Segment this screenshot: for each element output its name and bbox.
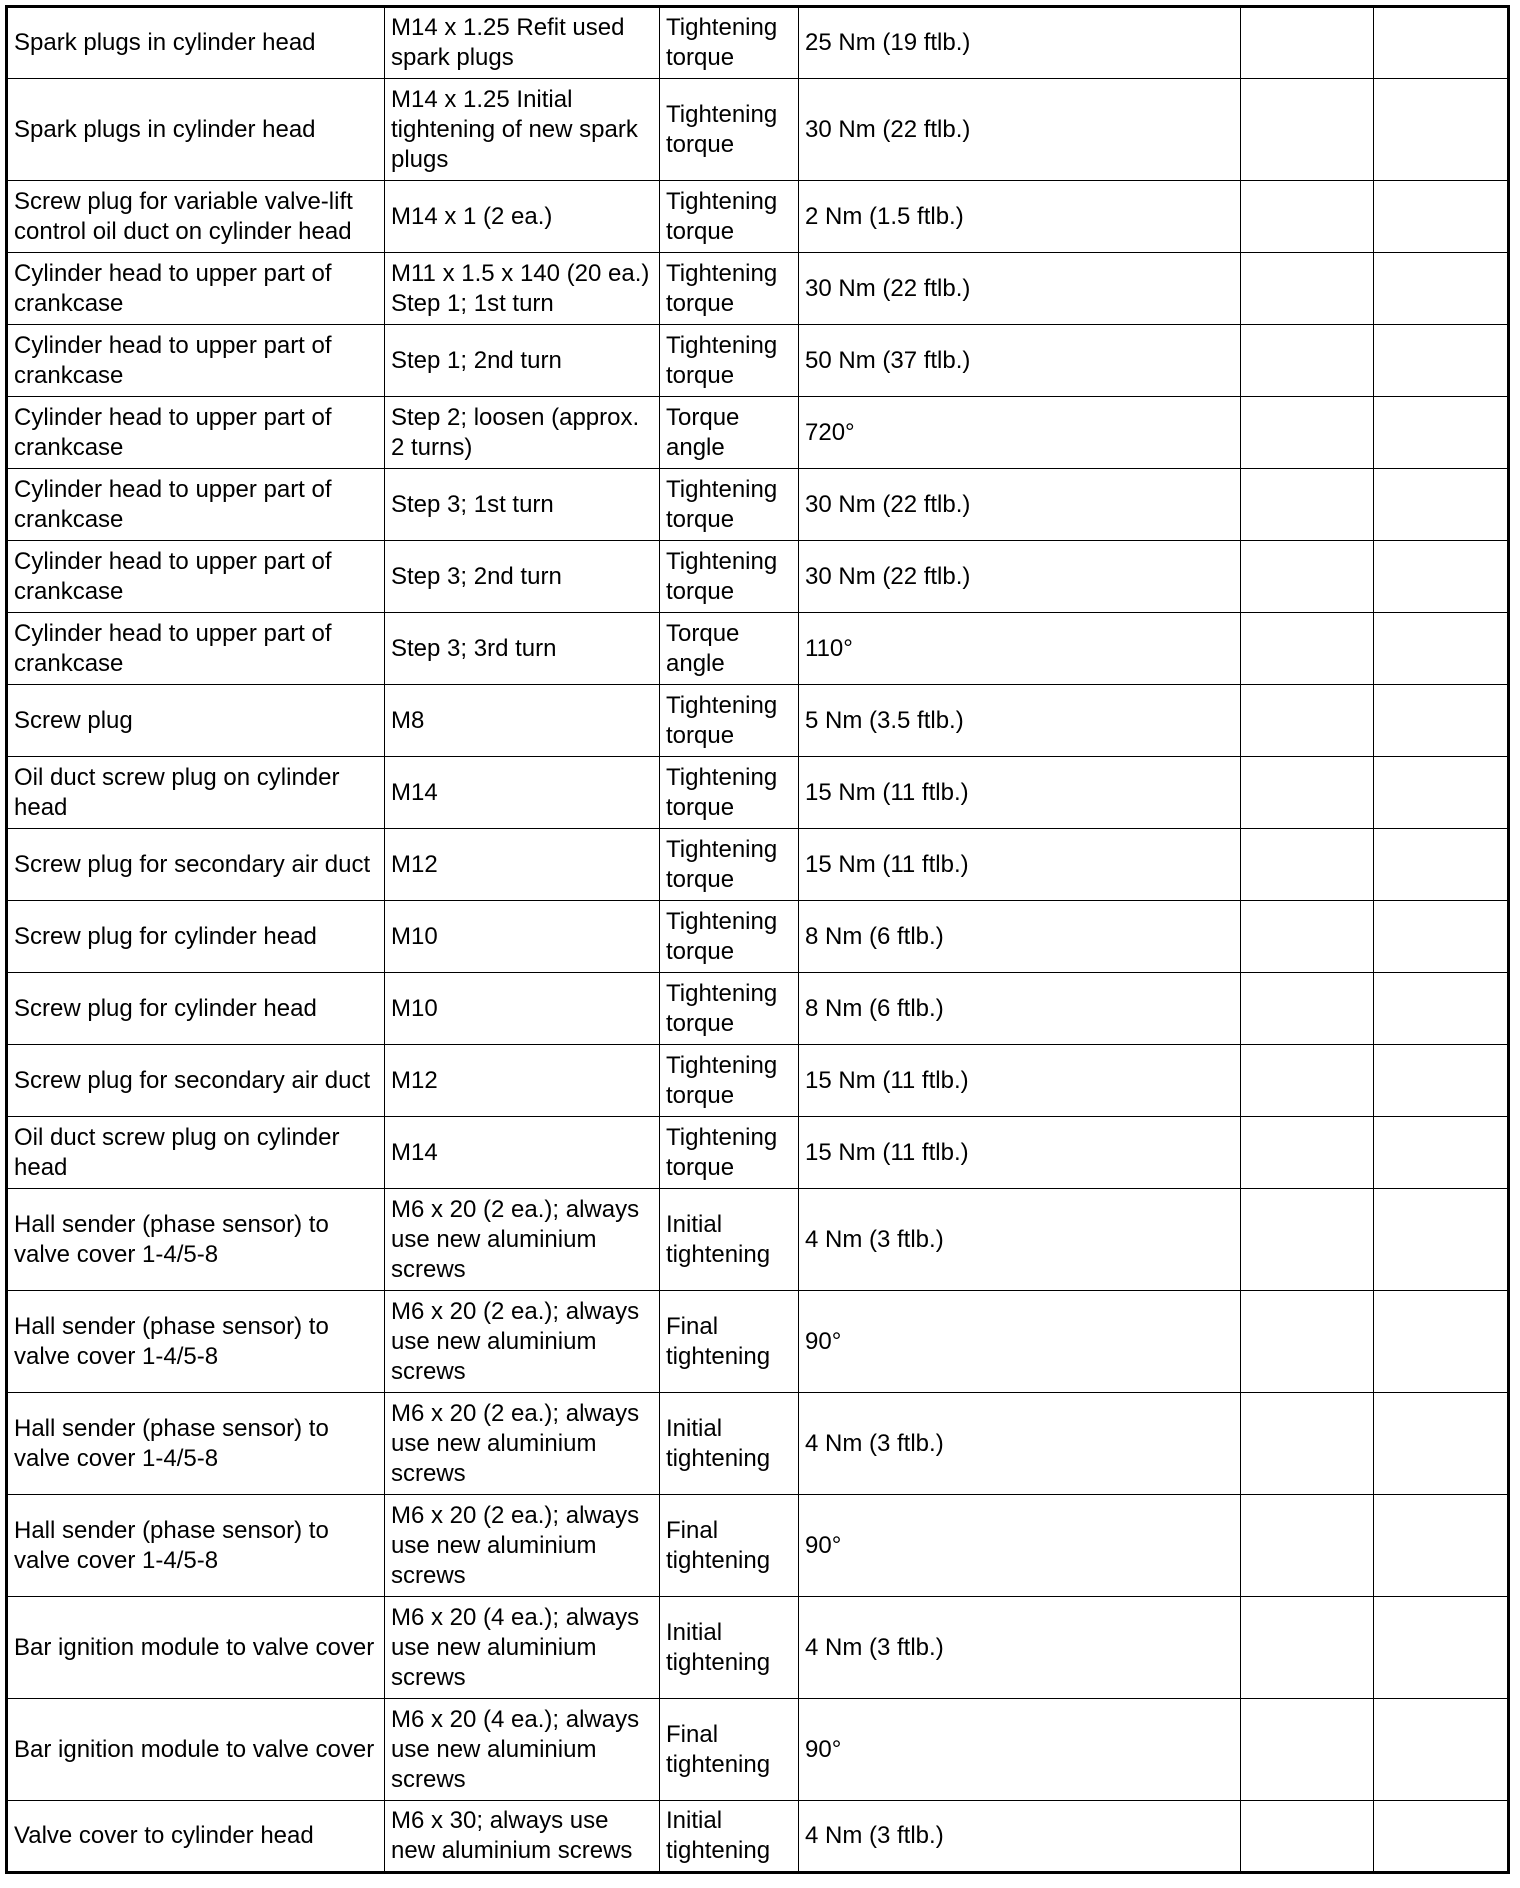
torque-value-cell: 90° — [799, 1495, 1241, 1597]
specification-cell: M11 x 1.5 x 140 (20 ea.) Step 1; 1st turn — [385, 253, 660, 325]
extra-cell — [1374, 901, 1509, 973]
table-row — [7, 829, 1509, 901]
extra-cell — [1374, 181, 1509, 253]
specification-cell: M6 x 20 (4 ea.); always use new aluminium screws — [385, 1699, 660, 1801]
table-row — [7, 1117, 1509, 1189]
table-row — [7, 1189, 1509, 1291]
tightening-type-cell: Tightening torque — [660, 1117, 799, 1189]
tightening-type-cell: Final tightening — [660, 1699, 799, 1801]
notes-cell — [1241, 1045, 1374, 1117]
extra-cell — [1374, 541, 1509, 613]
extra-cell — [1374, 613, 1509, 685]
notes-cell — [1241, 181, 1374, 253]
component-cell: Cylinder head to upper part of crankcase — [7, 469, 385, 541]
component-cell: Screw plug for secondary air duct — [7, 1045, 385, 1117]
specification-cell: M6 x 20 (2 ea.); always use new aluminium screws — [385, 1393, 660, 1495]
specification-cell: M6 x 20 (4 ea.); always use new aluminium screws — [385, 1597, 660, 1699]
notes-cell — [1241, 325, 1374, 397]
table-row — [7, 325, 1509, 397]
tightening-type-cell: Tightening torque — [660, 973, 799, 1045]
tightening-type-cell: Tightening torque — [660, 181, 799, 253]
tightening-type-cell: Torque angle — [660, 613, 799, 685]
torque-value-cell: 15 Nm (11 ftlb.) — [799, 757, 1241, 829]
notes-cell — [1241, 397, 1374, 469]
notes-cell — [1241, 613, 1374, 685]
torque-value-cell: 50 Nm (37 ftlb.) — [799, 325, 1241, 397]
table-row — [7, 1597, 1509, 1699]
table-row — [7, 757, 1509, 829]
extra-cell — [1374, 1291, 1509, 1393]
torque-value-cell: 15 Nm (11 ftlb.) — [799, 829, 1241, 901]
torque-value-cell: 4 Nm (3 ftlb.) — [799, 1597, 1241, 1699]
notes-cell — [1241, 901, 1374, 973]
notes-cell — [1241, 757, 1374, 829]
notes-cell — [1241, 7, 1374, 79]
extra-cell — [1374, 829, 1509, 901]
extra-cell — [1374, 1393, 1509, 1495]
component-cell: Spark plugs in cylinder head — [7, 79, 385, 181]
specification-cell: Step 3; 3rd turn — [385, 613, 660, 685]
torque-value-cell: 110° — [799, 613, 1241, 685]
component-cell: Bar ignition module to valve cover — [7, 1699, 385, 1801]
torque-value-cell: 30 Nm (22 ftlb.) — [799, 253, 1241, 325]
tightening-type-cell: Torque angle — [660, 397, 799, 469]
component-cell: Oil duct screw plug on cylinder head — [7, 1117, 385, 1189]
table-row — [7, 541, 1509, 613]
table-row — [7, 79, 1509, 181]
specification-cell: M10 — [385, 901, 660, 973]
component-cell: Screw plug for cylinder head — [7, 901, 385, 973]
table-row — [7, 1393, 1509, 1495]
torque-value-cell: 90° — [799, 1291, 1241, 1393]
notes-cell — [1241, 1393, 1374, 1495]
torque-value-cell: 8 Nm (6 ftlb.) — [799, 973, 1241, 1045]
component-cell: Hall sender (phase sensor) to valve cover 1-4/5-8 — [7, 1495, 385, 1597]
torque-value-cell: 8 Nm (6 ftlb.) — [799, 901, 1241, 973]
specification-cell: M12 — [385, 829, 660, 901]
notes-cell — [1241, 79, 1374, 181]
component-cell: Hall sender (phase sensor) to valve cover 1-4/5-8 — [7, 1189, 385, 1291]
component-cell: Cylinder head to upper part of crankcase — [7, 541, 385, 613]
torque-value-cell: 25 Nm (19 ftlb.) — [799, 7, 1241, 79]
notes-cell — [1241, 1801, 1374, 1873]
extra-cell — [1374, 757, 1509, 829]
specification-cell: M14 — [385, 1117, 660, 1189]
specification-cell: M6 x 20 (2 ea.); always use new aluminium screws — [385, 1189, 660, 1291]
notes-cell — [1241, 1495, 1374, 1597]
specification-cell: M10 — [385, 973, 660, 1045]
component-cell: Screw plug — [7, 685, 385, 757]
specification-cell: M14 — [385, 757, 660, 829]
table-row — [7, 181, 1509, 253]
notes-cell — [1241, 1597, 1374, 1699]
tightening-type-cell: Tightening torque — [660, 1045, 799, 1117]
component-cell: Spark plugs in cylinder head — [7, 7, 385, 79]
table-row — [7, 397, 1509, 469]
torque-value-cell: 4 Nm (3 ftlb.) — [799, 1801, 1241, 1873]
notes-cell — [1241, 1699, 1374, 1801]
tightening-type-cell: Tightening torque — [660, 469, 799, 541]
notes-cell — [1241, 253, 1374, 325]
torque-value-cell: 15 Nm (11 ftlb.) — [799, 1117, 1241, 1189]
tightening-type-cell: Tightening torque — [660, 7, 799, 79]
notes-cell — [1241, 829, 1374, 901]
table-row — [7, 253, 1509, 325]
specification-cell: M12 — [385, 1045, 660, 1117]
tightening-type-cell: Tightening torque — [660, 253, 799, 325]
tightening-type-cell: Initial tightening — [660, 1801, 799, 1873]
notes-cell — [1241, 1117, 1374, 1189]
notes-cell — [1241, 1189, 1374, 1291]
torque-value-cell: 4 Nm (3 ftlb.) — [799, 1189, 1241, 1291]
notes-cell — [1241, 1291, 1374, 1393]
table-row — [7, 469, 1509, 541]
table-row — [7, 1699, 1509, 1801]
table-row — [7, 973, 1509, 1045]
specification-cell: Step 3; 2nd turn — [385, 541, 660, 613]
torque-spec-table — [5, 5, 1510, 1874]
component-cell: Screw plug for cylinder head — [7, 973, 385, 1045]
component-cell: Cylinder head to upper part of crankcase — [7, 613, 385, 685]
table-row — [7, 7, 1509, 79]
extra-cell — [1374, 397, 1509, 469]
tightening-type-cell: Tightening torque — [660, 541, 799, 613]
specification-cell: M8 — [385, 685, 660, 757]
torque-value-cell: 90° — [799, 1699, 1241, 1801]
specification-cell: M6 x 20 (2 ea.); always use new aluminium screws — [385, 1495, 660, 1597]
table-row — [7, 901, 1509, 973]
notes-cell — [1241, 541, 1374, 613]
extra-cell — [1374, 1699, 1509, 1801]
tightening-type-cell: Tightening torque — [660, 685, 799, 757]
extra-cell — [1374, 79, 1509, 181]
table-row — [7, 1045, 1509, 1117]
torque-value-cell: 15 Nm (11 ftlb.) — [799, 1045, 1241, 1117]
component-cell: Hall sender (phase sensor) to valve cover 1-4/5-8 — [7, 1291, 385, 1393]
component-cell: Screw plug for variable valve-lift control oil duct on cylinder head — [7, 181, 385, 253]
torque-value-cell: 30 Nm (22 ftlb.) — [799, 469, 1241, 541]
extra-cell — [1374, 325, 1509, 397]
extra-cell — [1374, 7, 1509, 79]
specification-cell: M14 x 1.25 Refit used spark plugs — [385, 7, 660, 79]
table-body — [7, 7, 1509, 1873]
extra-cell — [1374, 1189, 1509, 1291]
extra-cell — [1374, 1045, 1509, 1117]
table-row — [7, 613, 1509, 685]
extra-cell — [1374, 1597, 1509, 1699]
torque-value-cell: 4 Nm (3 ftlb.) — [799, 1393, 1241, 1495]
torque-value-cell: 720° — [799, 397, 1241, 469]
tightening-type-cell: Tightening torque — [660, 325, 799, 397]
torque-value-cell: 30 Nm (22 ftlb.) — [799, 79, 1241, 181]
specification-cell: Step 1; 2nd turn — [385, 325, 660, 397]
notes-cell — [1241, 685, 1374, 757]
table-row — [7, 685, 1509, 757]
specification-cell: M14 x 1 (2 ea.) — [385, 181, 660, 253]
tightening-type-cell: Final tightening — [660, 1291, 799, 1393]
tightening-type-cell: Tightening torque — [660, 757, 799, 829]
notes-cell — [1241, 973, 1374, 1045]
tightening-type-cell: Initial tightening — [660, 1393, 799, 1495]
notes-cell — [1241, 469, 1374, 541]
tightening-type-cell: Initial tightening — [660, 1597, 799, 1699]
extra-cell — [1374, 685, 1509, 757]
component-cell: Cylinder head to upper part of crankcase — [7, 253, 385, 325]
torque-value-cell: 2 Nm (1.5 ftlb.) — [799, 181, 1241, 253]
component-cell: Hall sender (phase sensor) to valve cover 1-4/5-8 — [7, 1393, 385, 1495]
torque-value-cell: 5 Nm (3.5 ftlb.) — [799, 685, 1241, 757]
tightening-type-cell: Tightening torque — [660, 901, 799, 973]
component-cell: Cylinder head to upper part of crankcase — [7, 397, 385, 469]
table-row — [7, 1291, 1509, 1393]
extra-cell — [1374, 1117, 1509, 1189]
component-cell: Bar ignition module to valve cover — [7, 1597, 385, 1699]
specification-cell: Step 2; loosen (approx. 2 turns) — [385, 397, 660, 469]
table-row — [7, 1495, 1509, 1597]
specification-cell: Step 3; 1st turn — [385, 469, 660, 541]
tightening-type-cell: Initial tightening — [660, 1189, 799, 1291]
extra-cell — [1374, 1495, 1509, 1597]
component-cell: Valve cover to cylinder head — [7, 1801, 385, 1873]
table-row — [7, 1801, 1509, 1873]
component-cell: Oil duct screw plug on cylinder head — [7, 757, 385, 829]
torque-value-cell: 30 Nm (22 ftlb.) — [799, 541, 1241, 613]
specification-cell: M6 x 30; always use new aluminium screws — [385, 1801, 660, 1873]
specification-cell: M14 x 1.25 Initial tightening of new spark plugs — [385, 79, 660, 181]
extra-cell — [1374, 1801, 1509, 1873]
extra-cell — [1374, 253, 1509, 325]
component-cell: Cylinder head to upper part of crankcase — [7, 325, 385, 397]
extra-cell — [1374, 469, 1509, 541]
tightening-type-cell: Final tightening — [660, 1495, 799, 1597]
component-cell: Screw plug for secondary air duct — [7, 829, 385, 901]
tightening-type-cell: Tightening torque — [660, 829, 799, 901]
extra-cell — [1374, 973, 1509, 1045]
specification-cell: M6 x 20 (2 ea.); always use new aluminium screws — [385, 1291, 660, 1393]
tightening-type-cell: Tightening torque — [660, 79, 799, 181]
